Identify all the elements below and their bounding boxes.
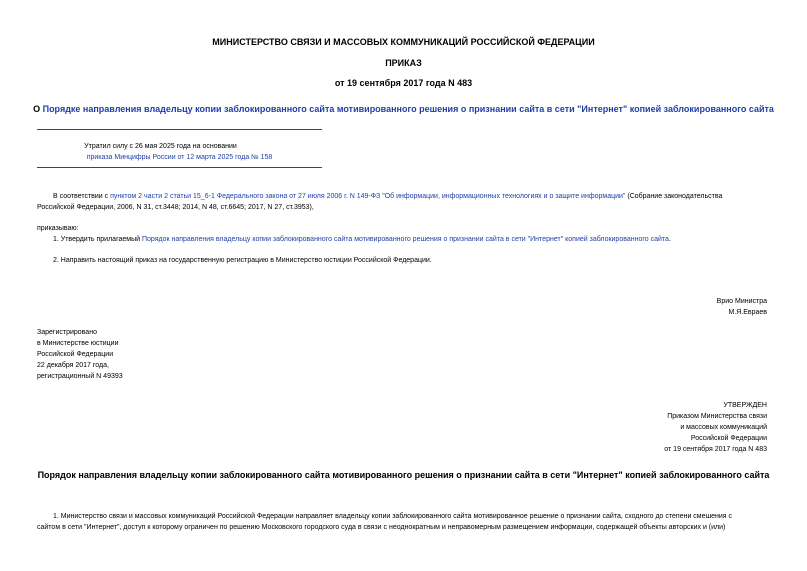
registration-line: Российской Федерации xyxy=(37,351,114,358)
approved-line: УТВЕРЖДЕН xyxy=(723,402,767,409)
para1-line1: 1. Министерство связи и массовых коммуникаций Российской Федерации направляет владельцу копии заблокированного сайта мотивированное решение о признании сайта, сходного до степени смешения с xyxy=(53,513,733,520)
registration-line: регистрационный N 49393 xyxy=(37,373,123,380)
status-note xyxy=(0,141,807,152)
preamble-rest: (Собрание законодательства xyxy=(627,193,723,200)
registration-block xyxy=(37,327,123,382)
status-line1: Утратил силу с 26 мая 2025 года на основании xyxy=(84,143,237,150)
signature-position: Врио Министра xyxy=(716,298,767,305)
procedure-paragraph-1 xyxy=(37,511,767,533)
approved-line: Приказом Министерства связи xyxy=(667,413,767,420)
registration-line: 22 декабря 2017 года, xyxy=(37,362,109,369)
order-title-prefix: О xyxy=(33,104,41,114)
doc-type-heading: ПРИКАЗ xyxy=(385,58,422,68)
signature-name: М.Я.Евраев xyxy=(728,309,767,316)
preamble-line1 xyxy=(37,191,767,202)
para1-line2: сайтом в сети "Интернет", доступ к которому ограничен по решению Московского городского суда в связи с неоднократным и неправомерным размещением информации, содержащей объекты авторских и (или) xyxy=(37,524,726,531)
preamble-line2: Российской Федерации, 2006, N 31, ст.3448; 2014, N 48, ст.6645; 2017, N 27, ст.3953), xyxy=(37,204,314,211)
item1-suffix: . xyxy=(668,236,671,243)
item-2: 2. Направить настоящий приказ на государственную регистрацию в Министерство юстиции Российской Федерации. xyxy=(53,257,432,264)
approved-line: и массовых коммуникаций xyxy=(680,424,767,431)
preamble xyxy=(37,191,767,213)
ministry-heading: МИНИСТЕРСТВО СВЯЗИ И МАССОВЫХ КОММУНИКАЦИЙ РОССИЙСКОЙ ФЕДЕРАЦИИ xyxy=(212,37,595,47)
approved-block xyxy=(664,400,767,455)
federal-law-link[interactable]: пунктом 2 части 2 статьи 15_6-1 Федерального закона от 27 июля 2006 г. N 149-ФЗ "Об информации, информационных технологиях и о защите информации" xyxy=(110,193,626,200)
procedure-link[interactable]: Порядок направления владельцу копии заблокированного сайта мотивированного решения о признании сайта в сети "Интернет" копией заблокированного сайта xyxy=(141,236,669,243)
order-title xyxy=(0,104,807,114)
registration-line: Зарегистрировано xyxy=(37,329,97,336)
status-repeal-link[interactable]: приказа Минцифры России от 12 марта 2025 года № 158 xyxy=(86,154,273,161)
divider-top xyxy=(37,129,322,130)
approved-line: от 19 сентября 2017 года N 483 xyxy=(664,446,767,453)
procedure-title: Порядок направления владельцу копии заблокированного сайта мотивированного решения о признании сайта в сети "Интернет" копией заблокированного сайта xyxy=(37,470,770,480)
approved-line: Российской Федерации xyxy=(690,435,767,442)
order-word: приказываю: xyxy=(37,225,79,232)
order-date-number: от 19 сентября 2017 года N 483 xyxy=(334,78,473,88)
item1-prefix: 1. Утвердить прилагаемый xyxy=(53,236,141,243)
status-line2-wrap xyxy=(37,152,322,163)
divider-bottom xyxy=(37,167,322,168)
registration-line: в Министерстве юстиции xyxy=(37,340,119,347)
preamble-intro: В соответствии с xyxy=(53,193,109,200)
item-1 xyxy=(53,234,671,245)
order-title-link[interactable]: Порядке направления владельцу копии заблокированного сайта мотивированного решения о признании сайта в сети "Интернет" копией заблокированного сайта xyxy=(42,104,774,114)
